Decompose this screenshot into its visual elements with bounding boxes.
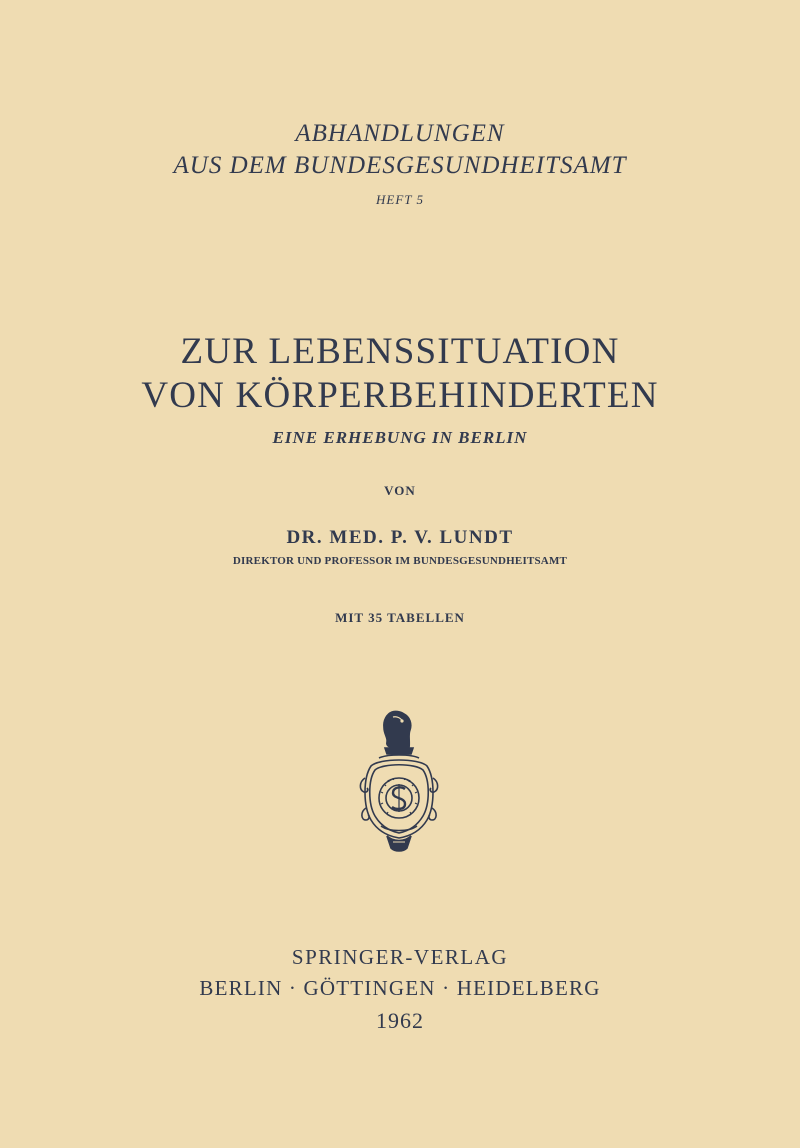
- publisher-places: BERLIN · GÖTTINGEN · HEIDELBERG: [199, 976, 601, 1000]
- springer-horse-head-emblem-icon: [357, 708, 441, 856]
- publication-year: 1962: [376, 1008, 424, 1033]
- tables-note: MIT 35 TABELLEN: [335, 610, 465, 625]
- publisher-name: SPRINGER-VERLAG: [291, 945, 509, 969]
- author-affiliation: DIREKTOR UND PROFESSOR IM BUNDESGESUNDHEITSAMT: [232, 555, 568, 567]
- series-title-line-2: AUS DEM BUNDESGESUNDHEITSAMT: [173, 152, 627, 179]
- book-title-line-2: VON KÖRPERBEHINDERTEN: [141, 375, 659, 416]
- series-title-line-1: ABHANDLUNGEN: [295, 120, 505, 147]
- book-title-line-1: ZUR LEBENSSITUATION: [180, 331, 620, 372]
- book-subtitle: EINE ERHEBUNG IN BERLIN: [272, 428, 528, 447]
- author-name: DR. MED. P. V. LUNDT: [286, 527, 514, 548]
- by-label: VON: [384, 483, 416, 498]
- series-issue: HEFT 5: [375, 192, 424, 207]
